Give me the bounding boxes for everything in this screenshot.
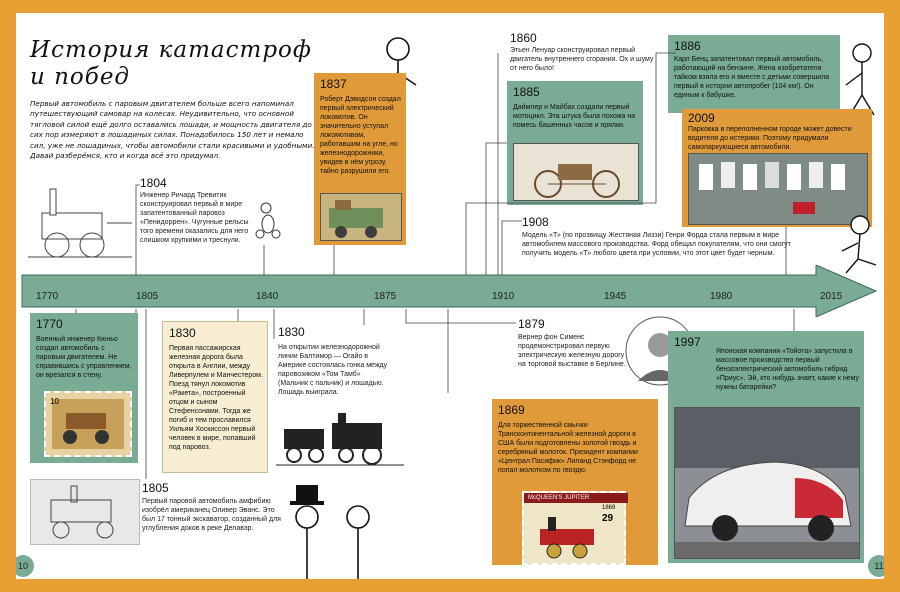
text-1879: Вернер фон Сименс продемонстрировал первую электрическую железную дорогу на торговой выставке в Берлине.: [518, 334, 626, 368]
page-number-right: 11: [868, 555, 884, 577]
text-2009: Парковка в переполненном городе может довести водителя до истерики. Поэтому придумали самопаркующиеся автомобили.: [688, 126, 852, 151]
event-card-1869: [492, 399, 658, 565]
tick-1980: 1980: [710, 291, 733, 302]
stamp-year: 1869: [602, 505, 616, 511]
tick-2015: 2015: [820, 291, 843, 302]
title-line-2: и побед: [30, 64, 131, 90]
intro-text: Первый автомобиль с паровым двигателем больше всего напоминал путешествующий самовар на колесах. Неудивительно, что основной тягловой силой ещё долго оставались лошади, и мощность двигателя до сих пор измеряют в лошадиных силах. Понадобилось 150 лет и немало сил, уже не лошадиных, чтобы автомобили стали красивыми и удобными. Давай разберёмся, кто и когда всё это придумал.: [30, 99, 315, 161]
oliver-evans-sketch: [30, 479, 140, 545]
text-1805: Первый паровой автомобиль амфибию изобрёл американец Оливер Эванс. Это был 17 тонный экскаватор, созданный для углубления доков в реке Делавэр.: [142, 498, 281, 532]
jupiter-stamp: [522, 491, 626, 565]
title-line-1: История катастроф: [30, 37, 312, 63]
text-1860: Этьен Ленуар сконструировал первый двигатель внутреннего сгорания. Ох и шуму от него было!: [510, 47, 654, 72]
stamp-price: 29: [602, 513, 614, 524]
text-1886: Карл Бенц запатентовал первый автомобиль, работающий на бензине. Жена изобретателя тайком взяла его и вместе с детьми совершила первый в истории автопробег (104 км!). Он единым к бабушке.: [674, 56, 830, 99]
event-card-1997: [668, 331, 864, 563]
year-1770: 1770: [36, 317, 63, 331]
stick-figures-bottom-icon: [278, 479, 388, 579]
stamp-value: 10: [50, 397, 59, 406]
year-1837: 1837: [320, 77, 347, 91]
tick-1910: 1910: [492, 291, 515, 302]
stamp-title: McQUEEN'S JUPITER: [524, 493, 628, 503]
year-1886: 1886: [674, 39, 701, 53]
text-1997: Японская компания «Тойота» запустила в массовое производство первый бензоэлектрический автомобиль гибрид «Приус». Эй, кто нибудь знает, какие к нему нужны батарейки?: [716, 348, 859, 391]
text-1837: Роберт Дэвидсон создал первый электрический локомотив. Он значительно уступал локомотивам, работавшим на угле, но железнодорожники, увидев в нём угрозу, тайно разрушили его.: [320, 96, 401, 175]
text-1885: Даймлер и Майбах создали первый мотоцикл. Эта штука была похожа на помесь башенных часов и прялки.: [513, 104, 636, 129]
year-1805: 1805: [142, 481, 169, 495]
year-1830-a: 1830: [169, 326, 196, 340]
page-number-left: 10: [16, 555, 34, 577]
text-1830-a: Первая пассажирская железная дорога была открыта в Англии, между Ливерпулем и Манчестером. Поезд тянул локомотив «Ракета», построенный отцом и сыном Стефенсонами. Тогда же погиб и тем прославился Уильям Хоскиссон первый человек в мире, попавший под паровоз.: [169, 345, 263, 451]
year-1830-b: 1830: [278, 325, 305, 339]
text-1830-b: На открытии железнодорожной линии Балтимор — Огайо в Америке состоялась гонка между паровозиком «Том Тамб» (Мальчик с пальчик) и лошадью. Лошадь выиграла.: [278, 344, 388, 396]
page-area: [16, 13, 884, 579]
tom-thumb-locomotive-sketch: [276, 413, 406, 469]
year-1869: 1869: [498, 403, 525, 417]
event-card-1770: [30, 313, 138, 463]
tick-1840: 1840: [256, 291, 279, 302]
year-1885: 1885: [513, 85, 540, 99]
text-1908: Модель «Т» (по прозвищу Жестяная Лиззи) Генри Форда стала первым в мире автомобилем массового производства. Форд обещал покупателям, что они смогут получить модель «Т» любого цвета при условии, что этот цвет будет черным.: [522, 232, 791, 257]
prius-taxi-photo: [674, 407, 860, 559]
year-1879: 1879: [518, 317, 545, 331]
year-1997: 1997: [674, 335, 701, 349]
text-1770: Военный инженер Кюньо создал автомобиль с паровым двигателем. Не справившись с управлением, он врезался в стену.: [36, 336, 132, 379]
year-1860: 1860: [510, 31, 537, 45]
year-1908: 1908: [522, 215, 549, 229]
year-1804: 1804: [140, 176, 167, 190]
text-1804: Инженер Ричард Тревитик сконструировал первый в мире запатентованный паровоз «Пенидоррен». Чугунные рельсы того времени оказались для него слишком хрупкими и треснули.: [140, 192, 249, 244]
event-card-1830-liverpool: [162, 321, 268, 473]
year-2009: 2009: [688, 111, 715, 125]
tick-1770: 1770: [36, 291, 59, 302]
tick-1805: 1805: [136, 291, 159, 302]
cugnot-stamp: [44, 391, 132, 457]
tick-1945: 1945: [604, 291, 627, 302]
tick-1875: 1875: [374, 291, 397, 302]
text-1869: Для торжественной смычки Трансконтинентальной железной дороги в США были подготовлены золотой гвоздь и серебряный молоток. Президент компании «Централ Пасифик» Лиланд Стэнфорд не попал молотком по гвоздю.: [498, 422, 638, 474]
